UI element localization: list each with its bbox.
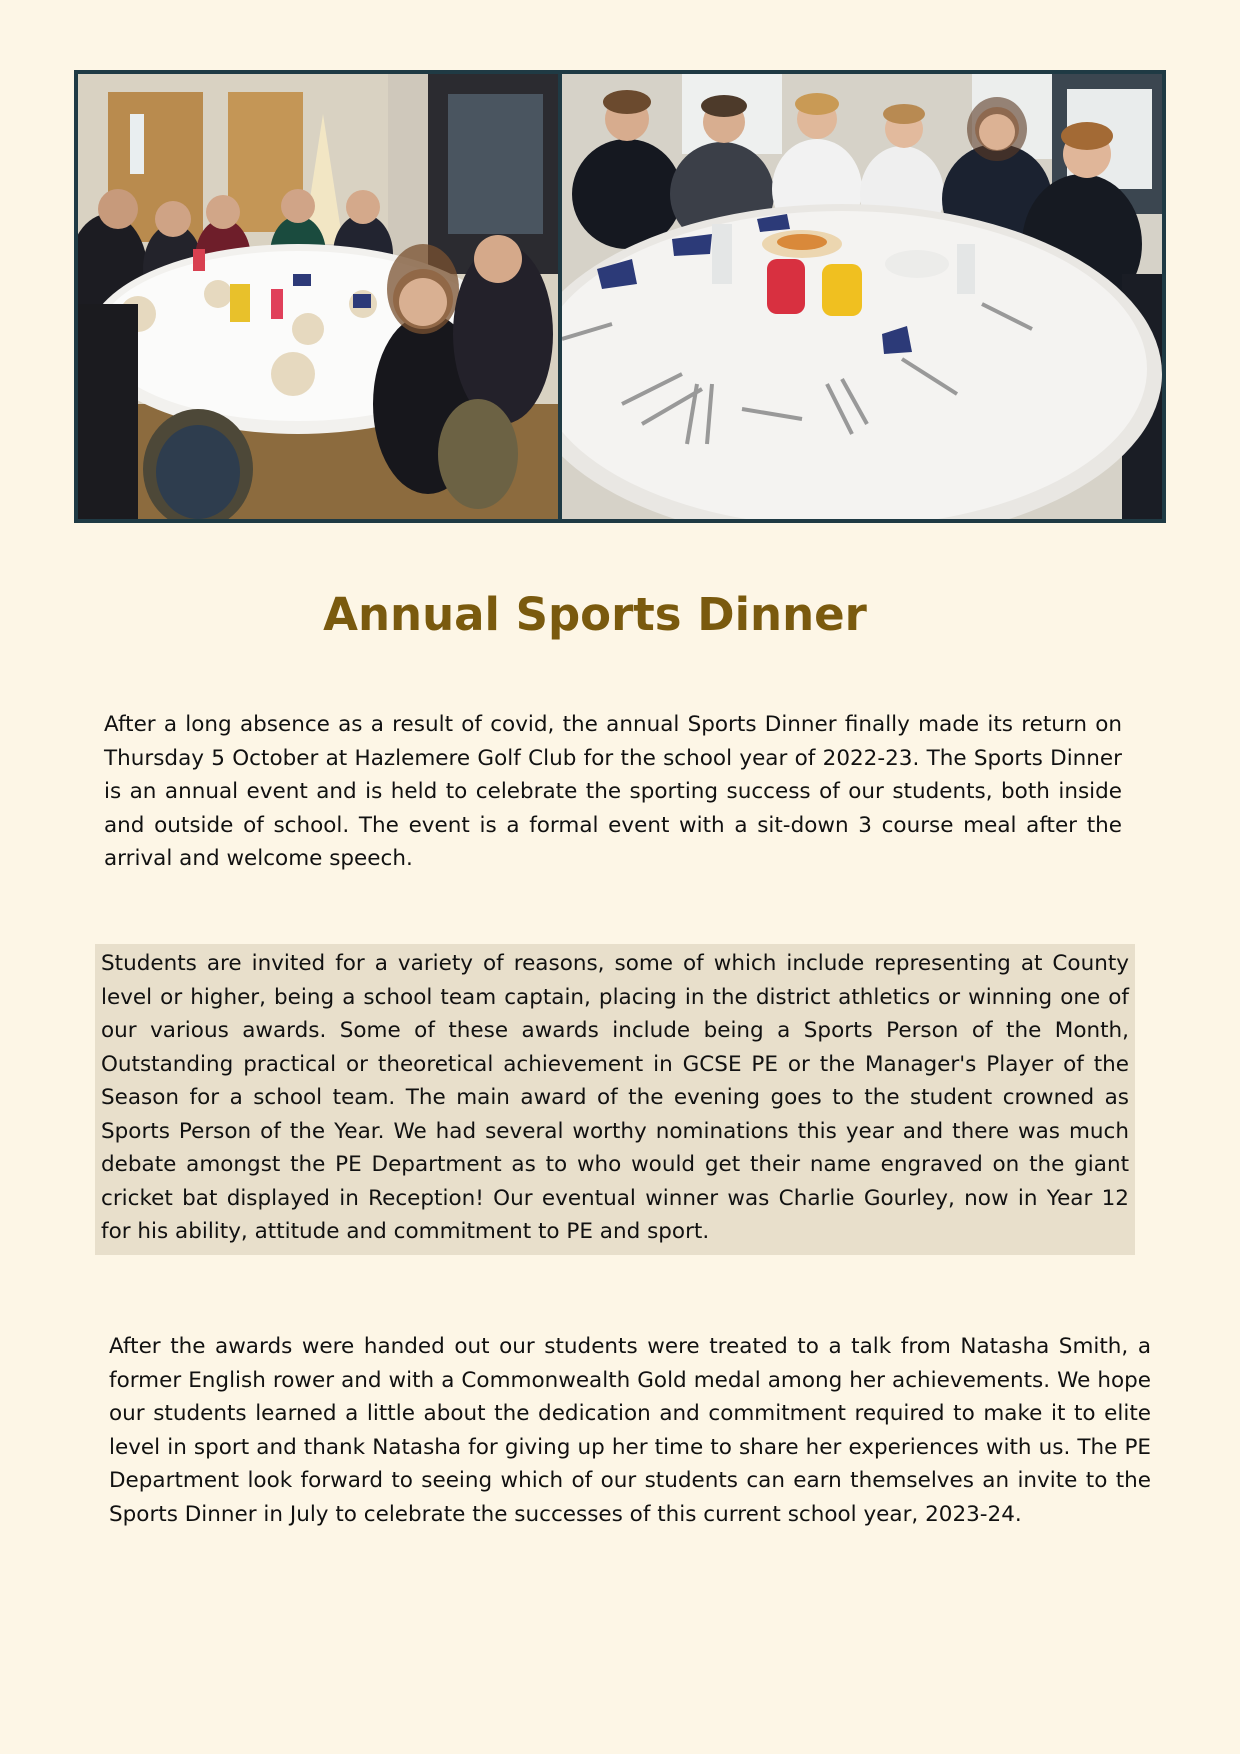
guest-speaker-paragraph: After the awards were handed out our students were treated to a talk from Natasha Smith, a former English rower and with a Commonwealth Gold medal among her achievements. We hope our students learned a little about the dedication and commitment required to make it to elite level in sport and thank Natasha for giving up her time to share her experiences with us. The PE Department look forward to seeing which of our students can earn themselves an invite to the Sports Dinner in July to celebrate the successes of this current school year, 2023-24. [109,1334,1151,1527]
photo-girls-table [78,74,558,519]
photo-boys-table [562,74,1162,519]
awards-paragraph: Students are invited for a variety of reasons, some of which include representing at County level or higher, being a school team captain, placing in the district athletics or winning one of our various awards. Some of these awards include being a Sports Person of the Month, Outstanding practical or theoretical achievement in GCSE PE or the Manager's Player of the Season for a school team. The main award of the evening goes to the student crowned as Sports Person of the Year. We had several worthy nominations this year and there was much debate amongst the PE Department as to who would get their name engraved on the giant cricket bat displayed in Reception! Our eventual winner was Charlie Gourley, now in Year 12 for his ability, attitude and commitment to PE and sport. [95,944,1135,1255]
photo-strip [74,70,1166,523]
page-title: Annual Sports Dinner [323,588,867,641]
intro-paragraph: After a long absence as a result of covid, the annual Sports Dinner finally made its return on Thursday 5 October at Hazlemere Golf Club for the school year of 2022-23. The Sports Dinner is an annual event and is held to celebrate the sporting success of our students, both inside and outside of school. The event is a formal event with a sit-down 3 course meal after the arrival and welcome speech. [104,712,1122,871]
photo-girls-table-image [78,74,558,519]
photo-boys-table-image [562,74,1162,519]
